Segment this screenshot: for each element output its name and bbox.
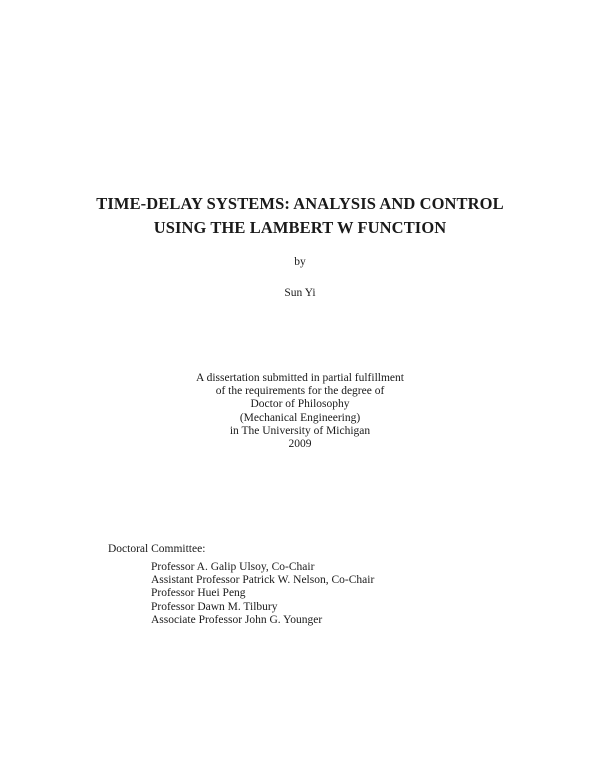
committee-member: Associate Professor John G. Younger: [151, 613, 323, 626]
degree-statement: [0, 372, 600, 451]
author-name: Sun Yi: [284, 287, 316, 299]
title-line-2: USING THE LAMBERT W FUNCTION: [153, 218, 447, 237]
by-label: by: [294, 256, 306, 268]
statement-line: A dissertation submitted in partial fulfillment: [196, 372, 404, 384]
committee-member: Professor A. Galip Ulsoy, Co-Chair: [151, 561, 315, 573]
statement-line: in The University of Michigan: [229, 424, 371, 437]
statement-line: (Mechanical Engineering): [239, 411, 361, 424]
committee-member: Professor Huei Peng: [151, 587, 246, 600]
statement-year: 2009: [288, 438, 312, 451]
committee-member: Assistant Professor Patrick W. Nelson, Co-Chair: [151, 574, 375, 587]
committee-list: [151, 561, 374, 627]
document-title: [0, 192, 600, 240]
statement-line: Doctor of Philosophy: [250, 398, 350, 411]
statement-line: of the requirements for the degree of: [215, 385, 385, 398]
committee-heading: Doctoral Committee:: [108, 543, 206, 555]
committee-member: Professor Dawn M. Tilbury: [151, 600, 278, 613]
title-line-1: TIME-DELAY SYSTEMS: ANALYSIS AND CONTROL: [96, 194, 504, 213]
